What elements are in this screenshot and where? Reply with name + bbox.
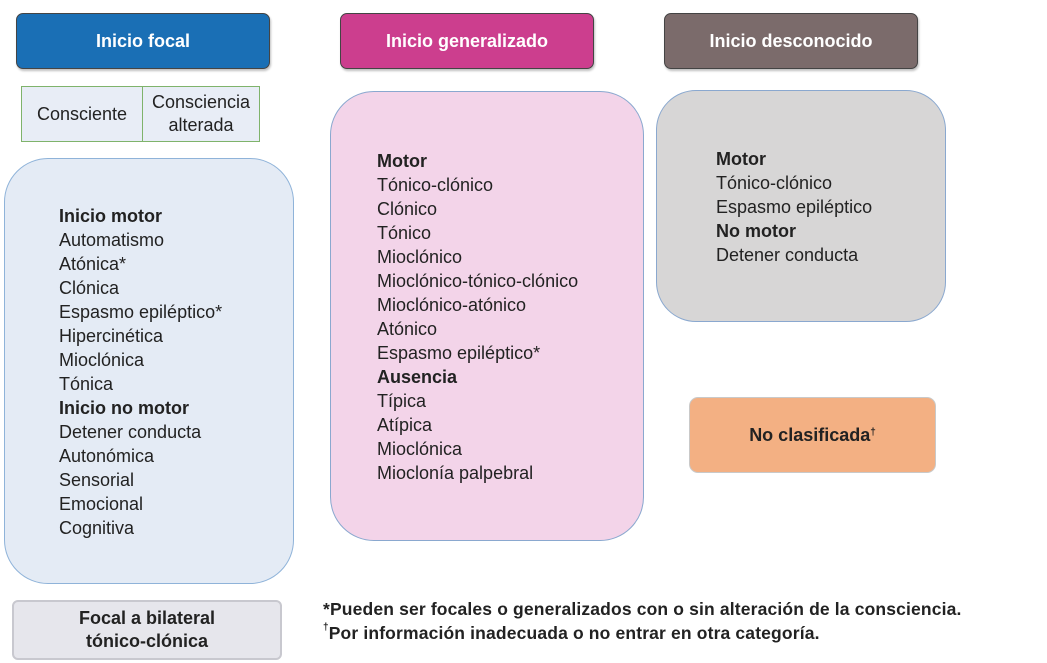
aware-cell [21, 86, 143, 142]
footnote-dagger-mark: † [323, 622, 329, 634]
impaired-awareness-label-line2: alterada [168, 115, 234, 135]
footnote-dagger-text: Por información inadecuada o no entrar en otra categoría. [328, 623, 820, 643]
list-item: Emocional [59, 494, 144, 514]
unknown-type-list [716, 147, 945, 267]
focal-onset-panel [4, 158, 294, 584]
focal-bilateral-box [12, 600, 282, 660]
list-item: Autonómica [59, 446, 155, 466]
focal-bilateral-line2: tónico-clónica [85, 631, 208, 651]
list-item: Mioclonía palpebral [377, 463, 534, 483]
generalized-onset-header [340, 13, 594, 69]
list-item: Motor [377, 151, 427, 171]
footnote-asterisk [323, 599, 962, 620]
footnote-asterisk-text: *Pueden ser focales o generalizados con o sin alteración de la consciencia. [323, 599, 962, 619]
footnote-dagger [323, 623, 820, 644]
list-item: Atónica* [59, 254, 127, 274]
generalized-onset-panel [330, 91, 644, 541]
list-item: Inicio no motor [59, 398, 189, 418]
impaired-awareness-cell [142, 86, 260, 142]
aware-label: Consciente [36, 103, 128, 124]
generalized-onset-header-label: Inicio generalizado [385, 30, 549, 51]
focal-type-list [59, 204, 293, 540]
focal-onset-header [16, 13, 270, 69]
list-item: Clónico [377, 199, 438, 219]
list-item: Clónica [59, 278, 120, 298]
list-item: Motor [716, 149, 766, 169]
list-item: Mioclónica [59, 350, 145, 370]
list-item: Tónico-clónico [716, 173, 833, 193]
list-item: Inicio motor [59, 206, 162, 226]
list-item: Tónico-clónico [377, 175, 494, 195]
list-item: Atónico [377, 319, 438, 339]
list-item: Mioclónico-tónico-clónico [377, 271, 579, 291]
list-item: Típica [377, 391, 427, 411]
unclassified-box [689, 397, 936, 473]
impaired-awareness-label-line1: Consciencia [151, 92, 251, 112]
list-item: No motor [716, 221, 796, 241]
focal-onset-header-label: Inicio focal [95, 30, 191, 51]
dagger-mark: † [870, 426, 876, 438]
list-item: Detener conducta [59, 422, 202, 442]
unknown-onset-header-label: Inicio desconocido [709, 30, 873, 51]
list-item: Espasmo epiléptico* [377, 343, 541, 363]
list-item: Atípica [377, 415, 433, 435]
list-item: Automatismo [59, 230, 165, 250]
list-item: Hipercinética [59, 326, 164, 346]
list-item: Cognitiva [59, 518, 135, 538]
list-item: Espasmo epiléptico* [59, 302, 223, 322]
list-item: Espasmo epiléptico [716, 197, 873, 217]
list-item: Ausencia [377, 367, 458, 387]
list-item: Mioclónico [377, 247, 463, 267]
list-item: Tónica [59, 374, 114, 394]
unknown-onset-panel [656, 90, 946, 322]
list-item: Tónico [377, 223, 432, 243]
focal-bilateral-line1: Focal a bilateral [78, 608, 216, 628]
list-item: Sensorial [59, 470, 135, 490]
generalized-type-list [377, 149, 643, 485]
list-item: Mioclónico-atónico [377, 295, 527, 315]
unclassified-label: No clasificada [749, 424, 871, 445]
list-item: Mioclónica [377, 439, 463, 459]
unknown-onset-header [664, 13, 918, 69]
list-item: Detener conducta [716, 245, 859, 265]
